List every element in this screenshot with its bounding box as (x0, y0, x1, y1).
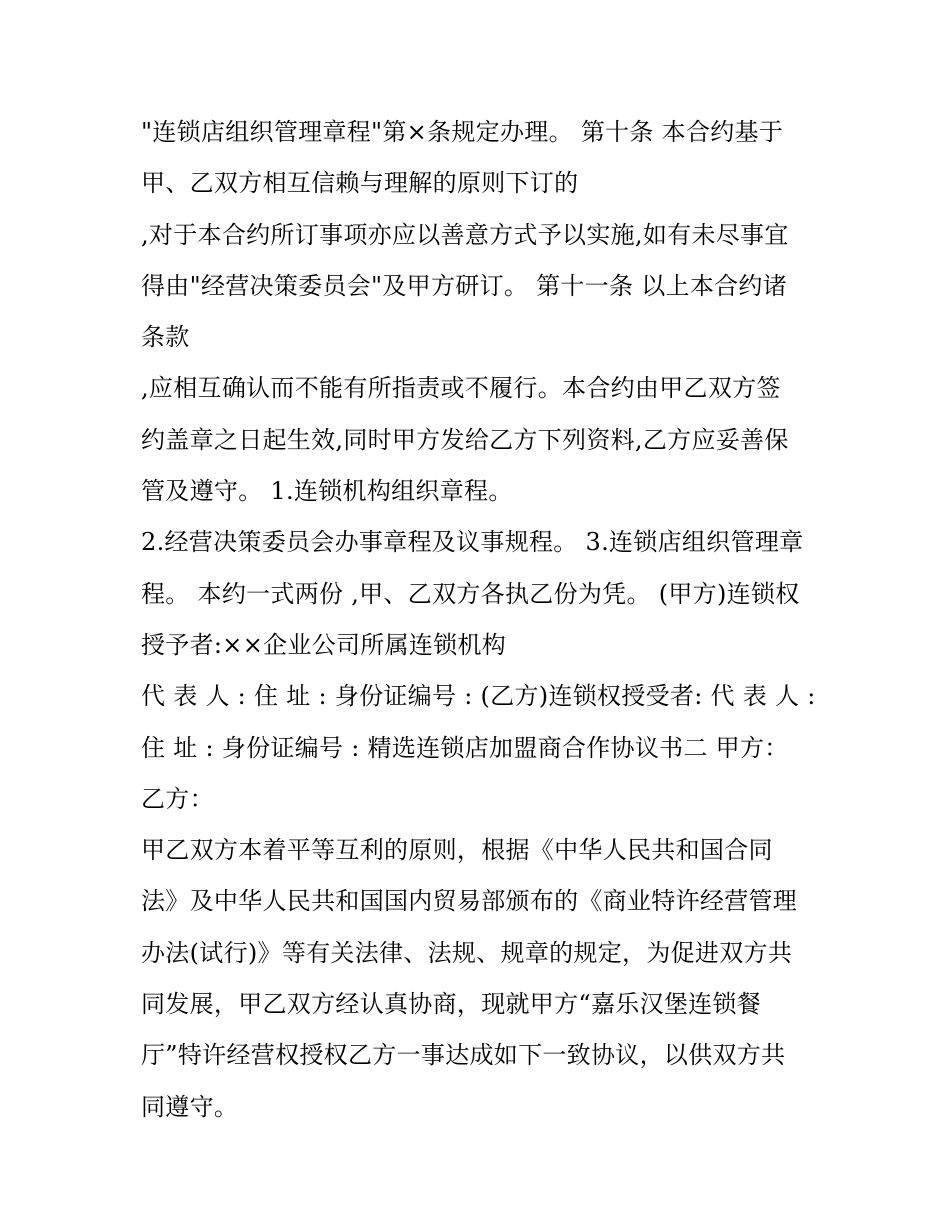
text-line: 法》及中华人民共和国国内贸易部颁布的《商业特许经营管理 (141, 887, 798, 916)
document-body (141, 107, 831, 1133)
text-line: 厅”特许经营权授权乙方一事达成如下一致协议，以供双方共 (141, 1041, 786, 1070)
text-line: 甲乙双方本着平等互利的原则，根据《中华人民共和国合同 (141, 836, 773, 865)
text-line: 管及遵守。 1.连锁机构组织章程。 (141, 477, 513, 506)
text-line: 住 址 : 身份证编号 : 精选连锁店加盟商合作协议书二 甲方： (141, 733, 789, 762)
text-line: 程。 本约一式两份 ,甲、乙双方各执乙份为凭。 (甲方)连锁权 (141, 579, 800, 608)
text-line: 甲、乙双方相互信赖与理解的原则下订的 (141, 169, 579, 198)
text-line: 乙方： (141, 784, 214, 813)
text-line: "连锁店组织管理章程"第×条规定办理。 第十条 本合约基于 (141, 118, 784, 146)
text-line: 代 表 人 : 住 址 : 身份证编号 : (乙方)连锁权授受者: 代 表 人 : (141, 682, 816, 711)
text-line: ,应相互确认而不能有所指责或不履行。本合约由甲乙双方签 (141, 374, 781, 403)
text-line: 授予者:××企业公司所属连锁机构 (141, 630, 507, 659)
text-line: 办法(试行)》等有关法律、法规、规章的规定，为促进双方共 (141, 938, 793, 967)
text-line: ,对于本合约所订事项亦应以善意方式予以实施,如有未尽事宜 (141, 220, 789, 249)
text-line: 2.经营决策委员会办事章程及议事规程。 3.连锁店组织管理章 (141, 528, 804, 557)
text-line: 约盖章之日起生效,同时甲方发给乙方下列资料,乙方应妥善保 (141, 425, 789, 454)
text-line: 同发展，甲乙双方经认真协商，现就甲方“嘉乐汉堡连锁餐 (141, 990, 762, 1019)
text-line: 同遵守。 (141, 1092, 239, 1121)
text-line: 条款 (141, 323, 190, 352)
text-line: 得由"经营决策委员会"及甲方研订。 第十一条 以上本合约诸 (141, 271, 788, 300)
